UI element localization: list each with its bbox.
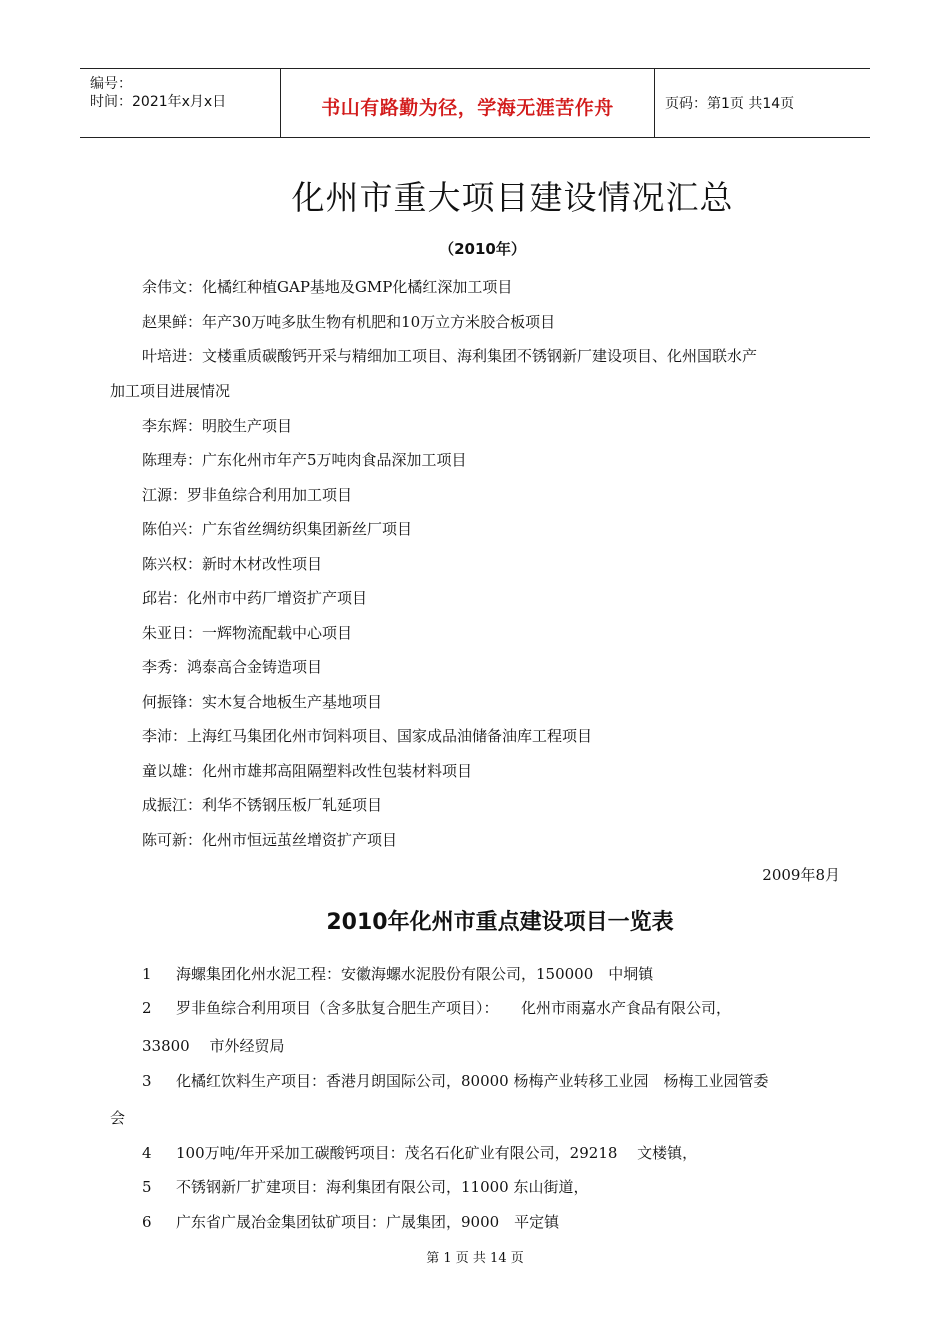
project-text: 100万吨/年开采加工碳酸钙项目：茂名石化矿业有限公司，29218 文楼镇， <box>176 1144 698 1162</box>
project-item-continued: 33800 市外经贸局 <box>142 1037 285 1055</box>
document-time-label: 时间：2021年x月x日 <box>90 94 227 110</box>
project-item <box>142 997 731 1018</box>
entry-line: 朱亚日：一辉物流配载中心项目 <box>142 624 353 642</box>
entry-line: 陈兴权：新时木材改性项目 <box>142 555 323 573</box>
entry-line: 邱岩：化州市中药厂增资扩产项目 <box>142 589 368 607</box>
header-page-cell <box>655 69 870 137</box>
project-number: 4 <box>142 1144 152 1162</box>
entry-line: 江源：罗非鱼综合利用加工项目 <box>142 486 353 504</box>
project-item <box>142 1211 559 1232</box>
project-number: 1 <box>142 965 152 983</box>
project-number: 5 <box>142 1178 152 1196</box>
page-footer: 第 1 页 共 14 页 <box>426 1251 524 1266</box>
entry-line: 陈理寿：广东化州市年产5万吨肉食品深加工项目 <box>142 451 467 469</box>
project-text: 海螺集团化州水泥工程：安徽海螺水泥股份有限公司，150000 中垌镇 <box>176 965 654 983</box>
page-info: 页码：第1页 共14页 <box>665 96 795 112</box>
header-table <box>80 68 870 138</box>
project-item <box>142 1176 589 1197</box>
document-date: 2009年8月 <box>762 866 840 884</box>
entry-line: 童以雄：化州市雄邦高阻隔塑料改性包装材料项目 <box>142 762 473 780</box>
entry-line: 何振锋：实木复合地板生产基地项目 <box>142 693 383 711</box>
page-title: 化州市重大项目建设情况汇总 <box>291 178 734 217</box>
project-number: 2 <box>142 999 152 1017</box>
project-text: 广东省广晟冶金集团钛矿项目：广晟集团，9000 平定镇 <box>176 1213 560 1231</box>
project-text: 化橘红饮料生产项目：香港月朗国际公司，80000 杨梅产业转移工业园 杨梅工业园管委 <box>176 1072 769 1090</box>
project-text: 罗非鱼综合利用项目（含多肽复合肥生产项目）： 化州市雨嘉水产食品有限公司， <box>176 999 732 1017</box>
header-motto-cell <box>281 69 655 137</box>
entry-line: 成振江：利华不锈钢压板厂轧延项目 <box>142 796 383 814</box>
entry-line: 李东辉：明胶生产项目 <box>142 417 293 435</box>
entry-line: 陈可新：化州市恒远茧丝增资扩产项目 <box>142 831 398 849</box>
project-text: 不锈钢新厂扩建项目：海利集团有限公司，11000 东山街道， <box>176 1178 589 1196</box>
project-item-continued: 会 <box>110 1109 126 1127</box>
entry-line: 赵果鲜：年产30万吨多肽生物有机肥和10万立方米胶合板项目 <box>142 313 556 331</box>
list-title: 2010年化州市重点建设项目一览表 <box>326 910 674 935</box>
entry-line: 叶培进：文楼重质碳酸钙开采与精细加工项目、海利集团不锈钢新厂建设项目、化州国联水产 <box>142 347 758 365</box>
document-number-label: 编号： <box>90 76 132 92</box>
project-item <box>142 1070 769 1091</box>
motto-text: 书山有路勤为径，学海无涯苦作舟 <box>321 96 614 119</box>
page-subtitle: （2010年） <box>439 240 526 258</box>
header-meta-cell <box>80 69 281 137</box>
project-number: 6 <box>142 1213 152 1231</box>
entry-line: 余伟文：化橘红种植GAP基地及GMP化橘红深加工项目 <box>142 278 513 296</box>
project-number: 3 <box>142 1072 152 1090</box>
project-item <box>142 1142 697 1163</box>
project-item <box>142 963 653 984</box>
entry-line: 李沛：上海红马集团化州市饲料项目、国家成品油储备油库工程项目 <box>142 727 593 745</box>
entry-line: 陈伯兴：广东省丝绸纺织集团新丝厂项目 <box>142 520 413 538</box>
entry-line: 李秀：鸿泰高合金铸造项目 <box>142 658 323 676</box>
entry-line-continued: 加工项目进展情况 <box>110 382 231 400</box>
